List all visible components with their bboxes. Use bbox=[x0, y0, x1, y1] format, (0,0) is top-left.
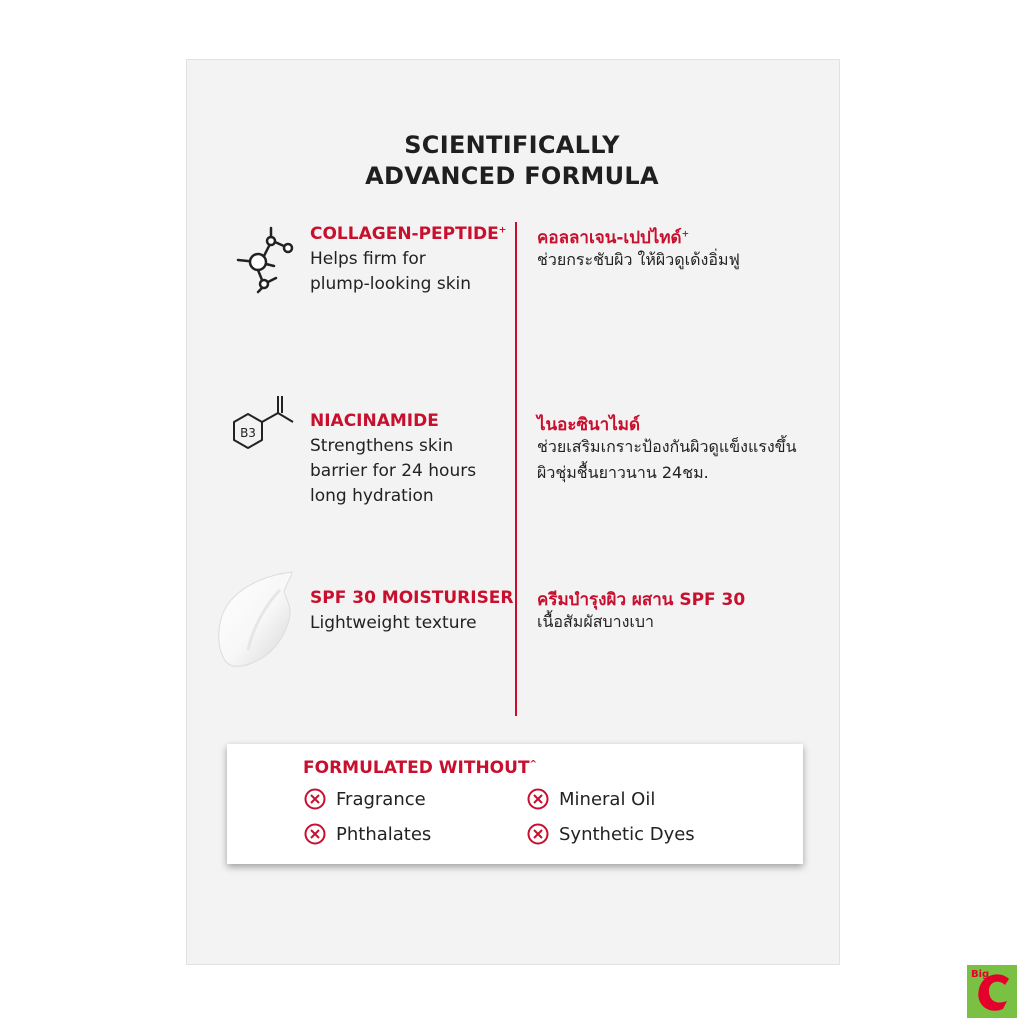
niacinamide-thai-desc-line: ช่วยเสริมเกราะป้องกันผิวดูแข็งแรงขึ้น bbox=[537, 437, 797, 456]
niacinamide-title bbox=[310, 411, 439, 431]
collagen-peptide-title-mark: + bbox=[498, 225, 507, 236]
excluded-x-icon bbox=[304, 823, 326, 845]
molecule-icon bbox=[234, 222, 296, 294]
formulated-without-title bbox=[303, 758, 537, 778]
excluded-item bbox=[527, 823, 695, 845]
excluded-item-label: Phthalates bbox=[336, 823, 432, 845]
b3-hexagon-icon bbox=[230, 394, 300, 456]
collagen-peptide-title-text: COLLAGEN-PEPTIDE bbox=[310, 224, 499, 244]
excluded-x-icon bbox=[527, 823, 549, 845]
spf-moisturiser-desc bbox=[310, 611, 477, 636]
collagen-peptide-desc-line: plump-looking skin bbox=[310, 274, 472, 294]
collagen-peptide-thai-desc bbox=[537, 247, 740, 273]
collagen-peptide-desc-line: Helps firm for bbox=[310, 249, 426, 269]
column-divider bbox=[515, 222, 517, 716]
collagen-peptide-thai-desc-line: ช่วยกระชับผิว ให้ผิวดูเด้งอิ่มฟู bbox=[537, 250, 740, 269]
excluded-x-icon bbox=[304, 788, 326, 810]
formulated-without-title-text: FORMULATED WITHOUT bbox=[303, 758, 530, 778]
niacinamide-desc bbox=[310, 434, 476, 509]
excluded-item bbox=[304, 788, 426, 810]
b3-icon-label: B3 bbox=[240, 426, 256, 440]
collagen-peptide-title bbox=[310, 224, 506, 244]
excluded-item-label: Synthetic Dyes bbox=[559, 823, 695, 845]
collagen-peptide-thai-title-mark: + bbox=[681, 229, 690, 240]
title-line-1: SCIENTIFICALLY bbox=[404, 131, 620, 159]
excluded-item bbox=[304, 823, 431, 845]
spf-moisturiser-title bbox=[310, 588, 514, 608]
niacinamide-desc-line: barrier for 24 hours bbox=[310, 461, 477, 481]
logo-text: Big bbox=[971, 969, 990, 980]
cream-swatch-icon bbox=[214, 568, 296, 670]
collagen-peptide-thai-title-text: คอลลาเจน-เปปไทด์ bbox=[537, 228, 682, 248]
niacinamide-desc-line: Strengthens skin bbox=[310, 436, 454, 456]
niacinamide-thai-desc bbox=[537, 434, 797, 486]
spf-moisturiser-title-text: SPF 30 MOISTURISER bbox=[310, 588, 514, 608]
niacinamide-thai-desc-line: ผิวชุ่มชื้นยาวนาน 24ชม. bbox=[537, 463, 709, 482]
niacinamide-desc-line: long hydration bbox=[310, 486, 434, 506]
spf-moisturiser-thai-desc-line: เนื้อสัมผัสบางเบา bbox=[537, 612, 655, 631]
niacinamide-title-text: NIACINAMIDE bbox=[310, 411, 439, 431]
excluded-item-label: Mineral Oil bbox=[559, 788, 656, 810]
formulated-without-title-mark: ^ bbox=[529, 759, 538, 770]
excluded-item-label: Fragrance bbox=[336, 788, 426, 810]
title-line-2: ADVANCED FORMULA bbox=[365, 162, 659, 190]
niacinamide-thai-title-text: ไนอะซินาไมด์ bbox=[537, 415, 641, 435]
excluded-item bbox=[527, 788, 655, 810]
spf-moisturiser-thai-desc bbox=[537, 609, 654, 635]
excluded-x-icon bbox=[527, 788, 549, 810]
spf-moisturiser-thai-title-text: ครีมบำรุงผิว ผสาน SPF 30 bbox=[537, 590, 746, 610]
spf-moisturiser-desc-line: Lightweight texture bbox=[310, 613, 477, 633]
collagen-peptide-desc bbox=[310, 247, 471, 297]
big-c-logo bbox=[967, 965, 1017, 1018]
page-title bbox=[0, 130, 1024, 192]
